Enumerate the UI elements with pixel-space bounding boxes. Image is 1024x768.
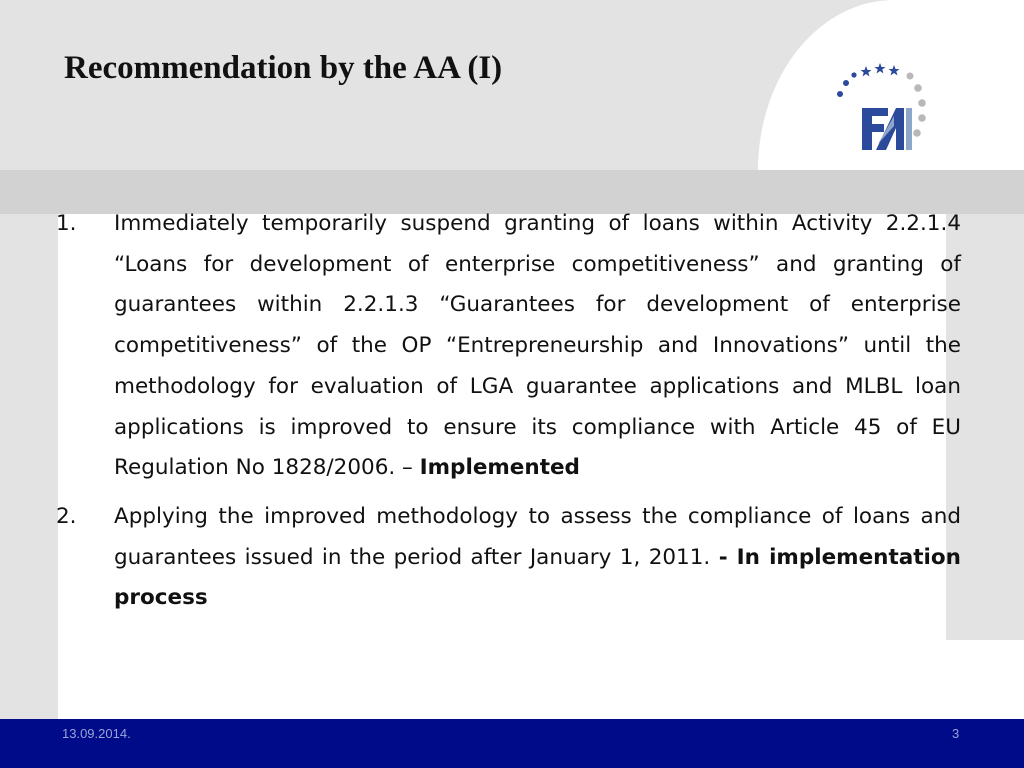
- footer-bar: [0, 719, 1024, 768]
- item-status: - In implementation process: [114, 544, 961, 611]
- left-panel: [0, 214, 58, 719]
- list-item: [56, 497, 961, 619]
- item-text: [114, 497, 961, 619]
- recommendation-list: [56, 204, 961, 627]
- item-body: Immediately temporarily suspend granting of loans within Activity 2.2.1.4 “Loans for development of enterprise competitiveness” and granting of guarantees within 2.2.1.3 “Guarantees for development of enterprise competitiveness” of the OP “Entrepreneurship and Innovations” until the methodology for evaluation of LGA guarantee applications and MLBL loan applications is improved to ensure its compliance with Article 45 of EU Regulation No 1828/2006. –: [114, 211, 961, 481]
- footer-date: 13.09.2014.: [62, 726, 131, 741]
- item-text: [114, 204, 961, 489]
- slide-title: Recommendation by the AA (I): [64, 50, 503, 86]
- item-number: 1.: [56, 211, 77, 236]
- item-number: 2.: [56, 503, 77, 529]
- list-item: [56, 204, 961, 489]
- item-body: Applying the improved methodology to assess the compliance of loans and guarantees issued in the period after January 1, 2011.: [114, 503, 961, 570]
- page-number: 3: [952, 726, 960, 741]
- fm-logo-icon: [822, 56, 942, 156]
- item-status: Implemented: [419, 455, 580, 481]
